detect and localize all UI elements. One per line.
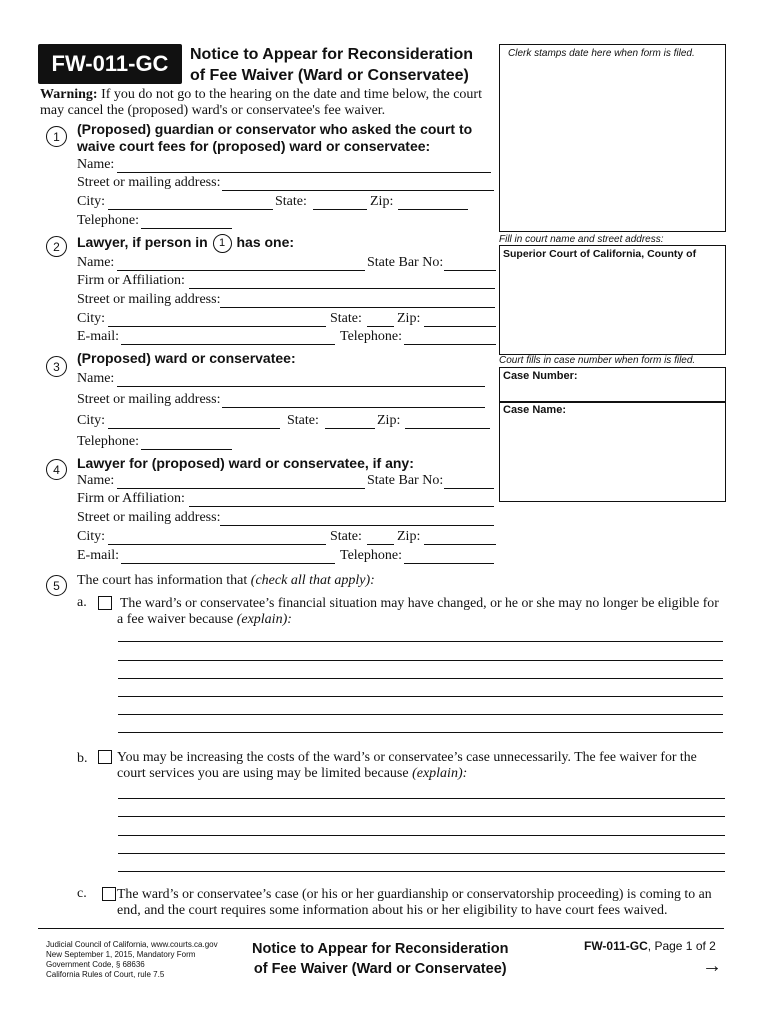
section-2-heading xyxy=(77,234,294,253)
s4-telephone-label: Telephone: xyxy=(340,548,402,563)
s3-zip-label: Zip: xyxy=(377,413,401,428)
form-title-line1: Notice to Appear for Reconsideration xyxy=(190,46,473,63)
s2-name-field[interactable] xyxy=(117,270,365,271)
s3-state-field[interactable] xyxy=(325,428,375,429)
section-2-ref-number: 1 xyxy=(213,234,232,253)
s5c-text-line2: end, and the court requires some information about his or her eligibility to have court fees waived. xyxy=(117,903,668,918)
s1-telephone-field[interactable] xyxy=(141,228,232,229)
s4-state-bar-label: State Bar No: xyxy=(367,473,444,488)
s5-intro-text: The court has information that xyxy=(77,573,248,588)
s1-city-field[interactable] xyxy=(108,209,273,210)
footer-title-line2: of Fee Waiver (Ward or Conservatee) xyxy=(253,961,507,977)
s4-street-label: Street or mailing address: xyxy=(77,510,221,525)
form-title-line2: of Fee Waiver (Ward or Conservatee) xyxy=(190,67,469,84)
s4-firm-field[interactable] xyxy=(189,506,494,507)
s5c-label: c. xyxy=(77,886,87,901)
s5a-explain-line-5[interactable] xyxy=(118,714,723,715)
footer-citation-line1: Judicial Council of California, www.courts.ca.gov xyxy=(46,940,218,949)
s1-street-label: Street or mailing address: xyxy=(77,175,221,190)
footer-page-info xyxy=(584,939,716,953)
s5b-text-line1: You may be increasing the costs of the ward’s or conservatee’s case unnecessarily. The fee waiver for the xyxy=(117,749,697,764)
s4-telephone-field[interactable] xyxy=(404,563,494,564)
s5a-explain-line-1[interactable] xyxy=(118,641,723,642)
s3-zip-field[interactable] xyxy=(405,428,490,429)
s2-firm-label: Firm or Affiliation: xyxy=(77,273,185,288)
section-4-number: 4 xyxy=(46,459,67,480)
s5a-explain-line-3[interactable] xyxy=(118,678,723,679)
s4-state-bar-field[interactable] xyxy=(444,488,494,489)
section-1-number: 1 xyxy=(46,126,67,147)
case-name-label: Case Name: xyxy=(503,404,566,416)
s4-email-field[interactable] xyxy=(121,563,335,564)
s4-firm-label: Firm or Affiliation: xyxy=(77,491,185,506)
form-id-badge: FW-011-GC xyxy=(38,44,182,84)
s5a-explain: (explain): xyxy=(236,612,292,627)
warning-text xyxy=(40,87,495,119)
clerk-stamp-note: Clerk stamps date here when form is filed. xyxy=(508,48,695,59)
case-number-label: Case Number: xyxy=(503,370,578,382)
s2-telephone-label: Telephone: xyxy=(340,329,402,344)
s5c-text-line1: The ward’s or conservatee’s case (or his or her guardianship or conservatorship proceeding) is coming to an xyxy=(117,886,712,901)
footer-divider xyxy=(38,928,724,929)
s4-city-label: City: xyxy=(77,529,106,544)
s4-street-field[interactable] xyxy=(220,525,494,526)
s2-street-label: Street or mailing address: xyxy=(77,292,221,307)
footer-citation-line4: California Rules of Court, rule 7.5 xyxy=(46,970,165,979)
s2-state-field[interactable] xyxy=(367,326,394,327)
s2-firm-field[interactable] xyxy=(189,288,495,289)
s5b-explain-line-4[interactable] xyxy=(118,853,725,854)
section-3-heading: (Proposed) ward or conservatee: xyxy=(77,350,296,366)
warning-body: If you do not go to the hearing on the date and time below, the court may cancel the (proposed) ward's or conservatee's fee waiver. xyxy=(40,87,482,118)
s2-telephone-field[interactable] xyxy=(404,344,496,345)
s5b-explain-line-3[interactable] xyxy=(118,835,725,836)
s1-street-field[interactable] xyxy=(222,190,494,191)
s5-intro xyxy=(77,573,375,589)
s5b-explain-line-1[interactable] xyxy=(118,798,725,799)
s2-state-bar-label: State Bar No: xyxy=(367,255,444,270)
s5a-text-line2-main: a fee waiver because xyxy=(117,612,234,627)
s1-name-field[interactable] xyxy=(117,172,491,173)
s4-city-field[interactable] xyxy=(108,544,326,545)
s3-telephone-label: Telephone: xyxy=(77,434,139,449)
case-name-box[interactable] xyxy=(499,401,726,502)
s2-email-label: E-mail: xyxy=(77,329,119,344)
s5a-checkbox[interactable] xyxy=(98,596,112,610)
s5-intro-italic: (check all that apply): xyxy=(250,573,375,588)
footer-citation-line3: Government Code, § 68636 xyxy=(46,960,145,969)
court-fill-note: Fill in court name and street address: xyxy=(499,234,664,245)
s4-zip-field[interactable] xyxy=(424,544,496,545)
s2-city-field[interactable] xyxy=(108,326,326,327)
s5a-explain-line-4[interactable] xyxy=(118,696,723,697)
section-2-number: 2 xyxy=(46,236,67,257)
s2-zip-label: Zip: xyxy=(397,311,421,326)
s1-telephone-label: Telephone: xyxy=(77,213,139,228)
s2-street-field[interactable] xyxy=(220,307,495,308)
s5b-label: b. xyxy=(77,751,88,766)
case-fill-note: Court fills in case number when form is filed. xyxy=(499,355,696,366)
s5a-explain-line-6[interactable] xyxy=(118,732,723,733)
footer-title xyxy=(252,939,508,979)
s3-street-label: Street or mailing address: xyxy=(77,392,221,407)
s1-name-label: Name: xyxy=(77,157,115,172)
s5b-text-line2-main: court services you are using may be limited because xyxy=(117,766,409,781)
footer-title-line1: Notice to Appear for Reconsideration xyxy=(252,941,509,957)
s1-city-label: City: xyxy=(77,194,106,209)
s3-city-label: City: xyxy=(77,413,106,428)
section-3-number: 3 xyxy=(46,356,67,377)
s1-zip-field[interactable] xyxy=(398,209,468,210)
s5b-checkbox[interactable] xyxy=(98,750,112,764)
s2-name-label: Name: xyxy=(77,255,115,270)
footer-form-id: FW-011-GC xyxy=(584,939,648,953)
s3-telephone-field[interactable] xyxy=(141,449,232,450)
s3-state-label: State: xyxy=(287,413,319,428)
s2-state-bar-field[interactable] xyxy=(444,270,496,271)
form-title xyxy=(190,44,473,86)
s2-zip-field[interactable] xyxy=(424,326,496,327)
footer-citation-line2: New September 1, 2015, Mandatory Form xyxy=(46,950,196,959)
s2-city-label: City: xyxy=(77,311,106,326)
s4-email-label: E-mail: xyxy=(77,548,119,563)
s3-name-label: Name: xyxy=(77,371,115,386)
section-2-heading-pre: Lawyer, if person in xyxy=(77,234,208,251)
s3-street-field[interactable] xyxy=(222,407,485,408)
section-5-number: 5 xyxy=(46,575,67,596)
section-1-heading xyxy=(77,121,472,155)
s1-zip-label: Zip: xyxy=(370,194,394,209)
s4-name-field[interactable] xyxy=(117,488,365,489)
section-2-heading-post: has one: xyxy=(236,234,295,251)
s4-state-label: State: xyxy=(330,529,362,544)
s5b-explain-line-2[interactable] xyxy=(118,816,725,817)
court-name-label: Superior Court of California, County of xyxy=(503,248,697,260)
s5a-text-line2 xyxy=(117,612,292,628)
s5c-checkbox[interactable] xyxy=(102,887,116,901)
s5b-explain: (explain): xyxy=(412,766,468,781)
s5a-label: a. xyxy=(77,595,87,610)
s2-state-label: State: xyxy=(330,311,362,326)
s3-name-field[interactable] xyxy=(117,386,485,387)
s1-state-field[interactable] xyxy=(313,209,367,210)
s1-state-label: State: xyxy=(275,194,307,209)
s4-zip-label: Zip: xyxy=(397,529,421,544)
section-4-heading: Lawyer for (proposed) ward or conservatee, if any: xyxy=(77,455,414,471)
section-1-heading-line2: waive court fees for (proposed) ward or conservatee: xyxy=(77,138,431,154)
s5b-text-line2 xyxy=(117,766,467,782)
s3-city-field[interactable] xyxy=(108,428,280,429)
footer-citation xyxy=(46,940,218,980)
section-1-heading-line1: (Proposed) guardian or conservator who asked the court to xyxy=(77,121,473,137)
clerk-stamp-box[interactable] xyxy=(499,44,726,232)
s4-name-label: Name: xyxy=(77,473,115,488)
s4-state-field[interactable] xyxy=(367,544,394,545)
next-page-arrow-icon[interactable]: → xyxy=(702,955,722,977)
s5a-explain-line-2[interactable] xyxy=(118,660,723,661)
court-name-box[interactable] xyxy=(499,245,726,355)
s5b-explain-line-5[interactable] xyxy=(118,871,725,872)
s2-email-field[interactable] xyxy=(121,344,335,345)
footer-page-number: , Page 1 of 2 xyxy=(647,939,716,953)
s5a-text-line1: The ward’s or conservatee’s financial situation may have changed, or he or she may no longer be eligible for xyxy=(120,595,719,610)
warning-label: Warning: xyxy=(40,87,98,102)
